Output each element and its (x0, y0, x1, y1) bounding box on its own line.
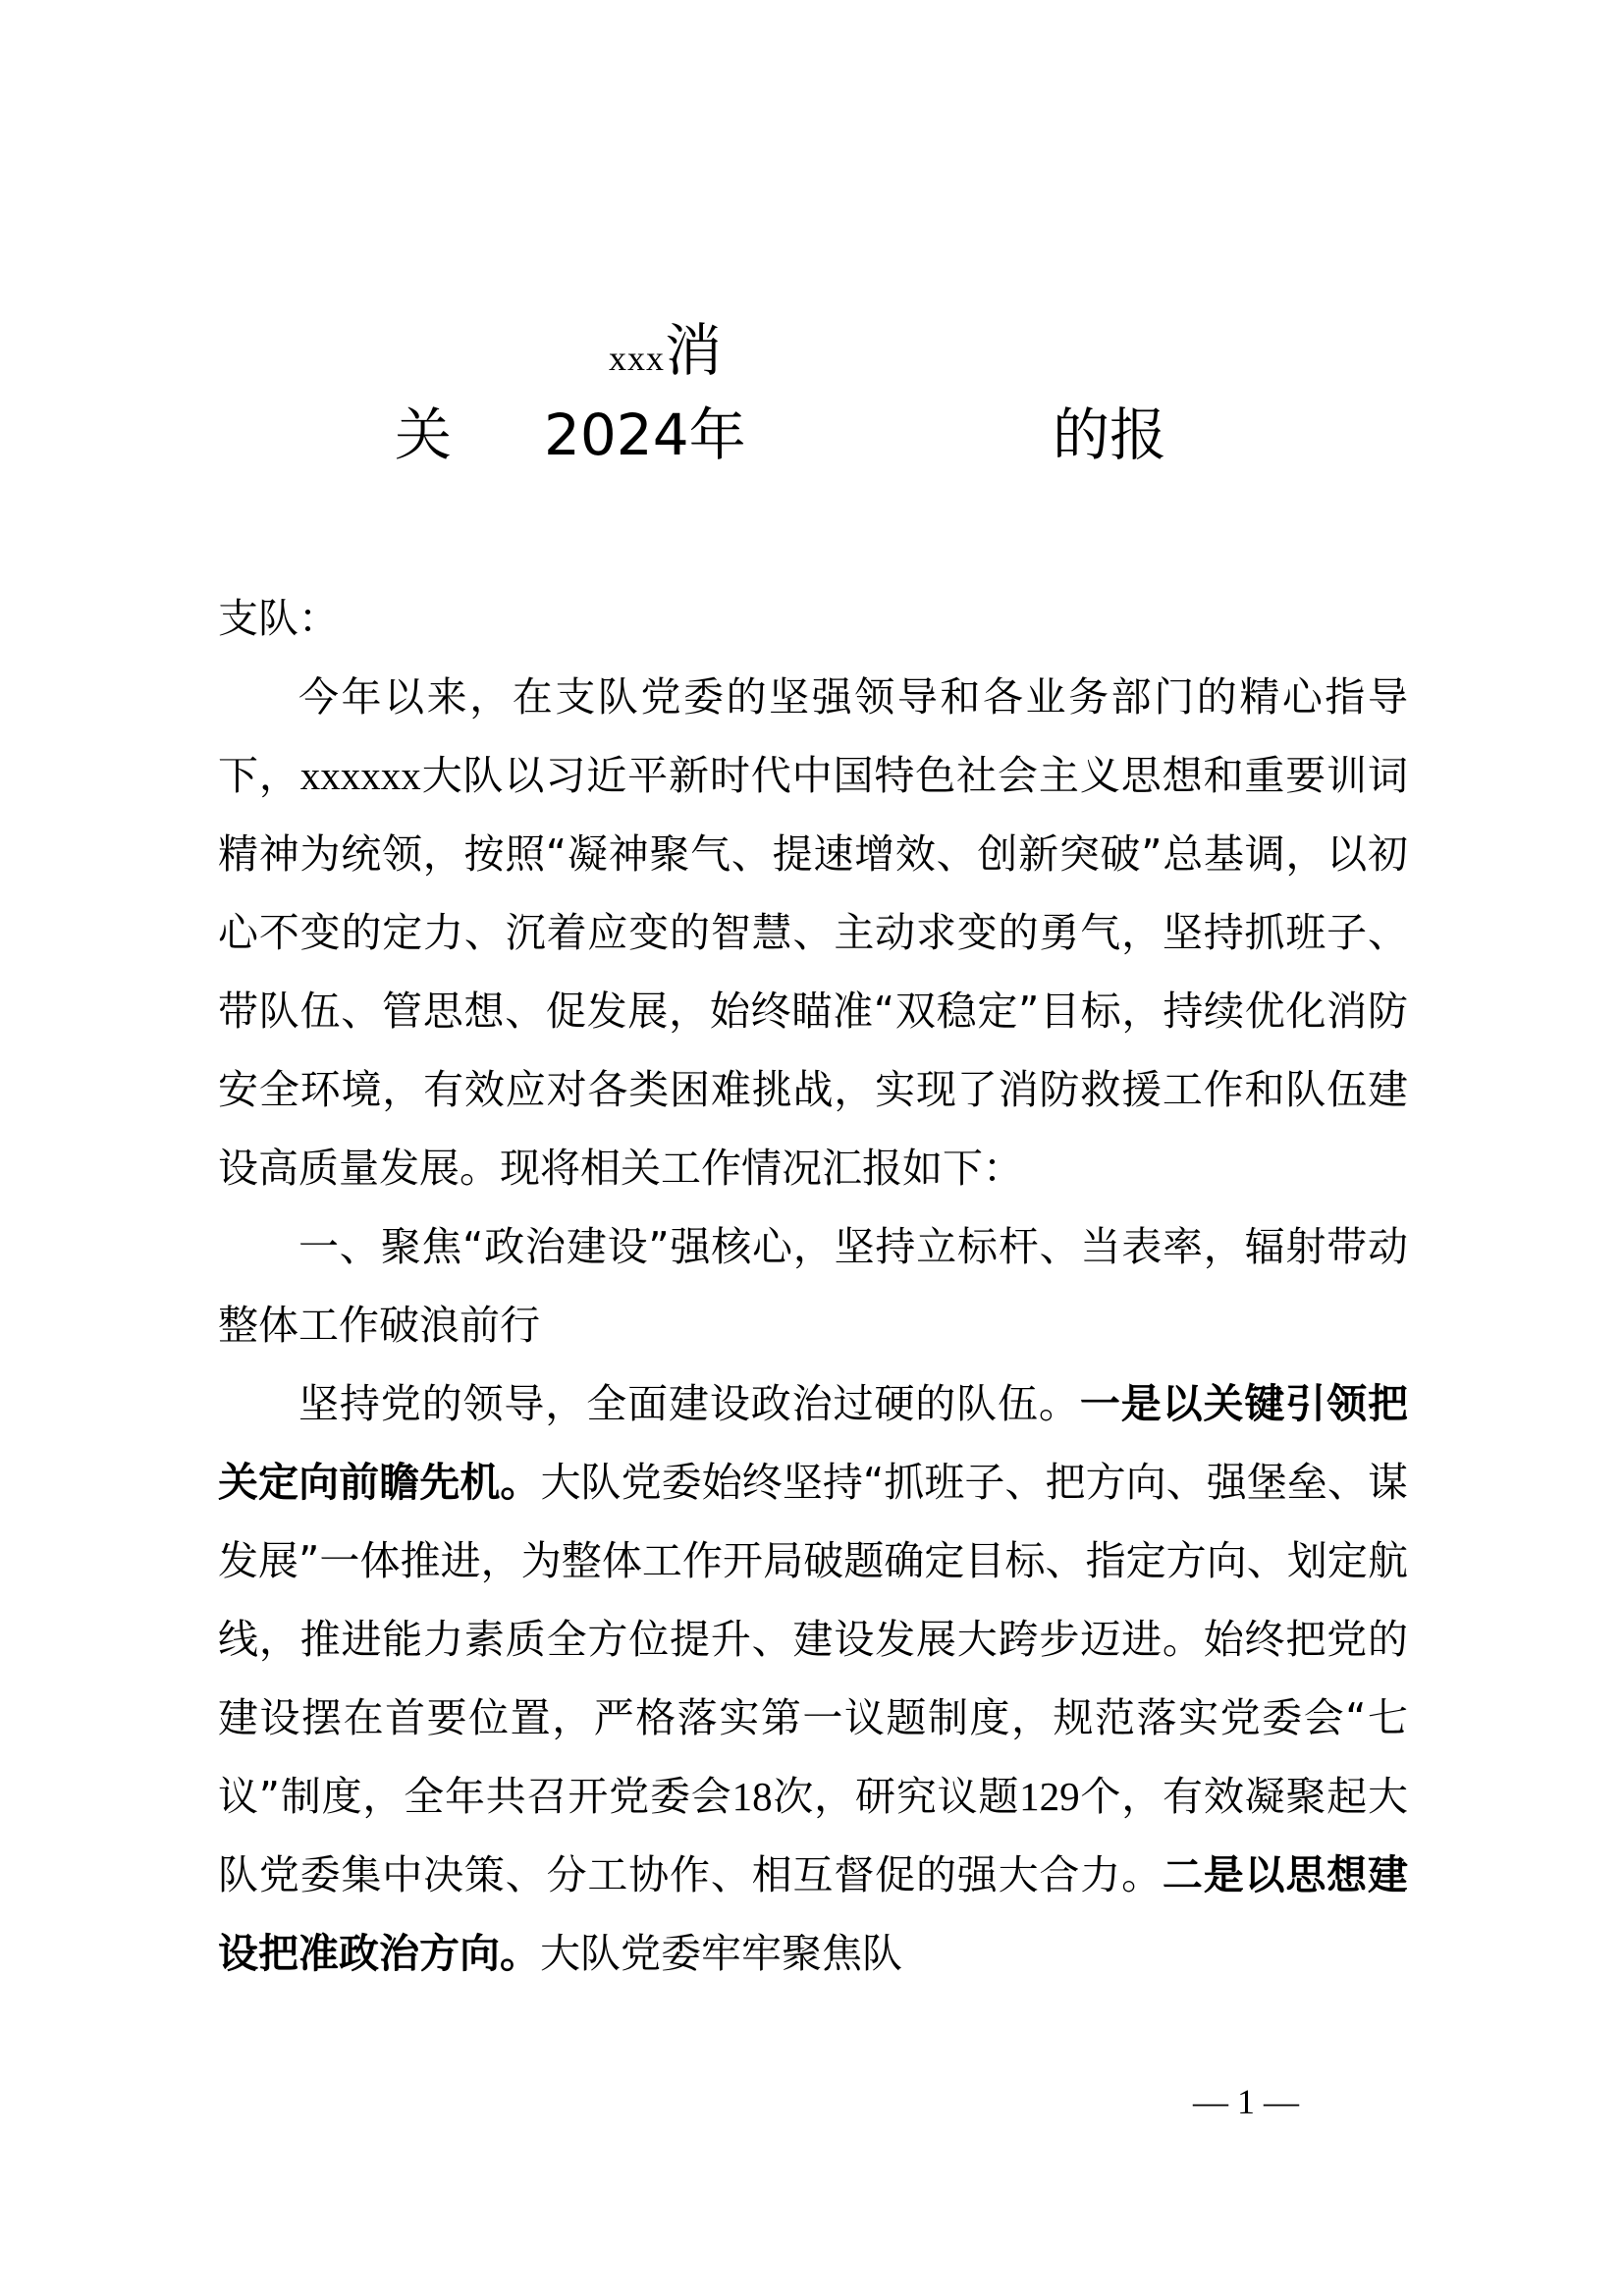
title-line-2-part-3: 的报 (1053, 401, 1167, 468)
paragraph-intro-text-a: 今年以来，在支队党委的坚强领导和各业务部门的精心指导下， (218, 673, 1408, 799)
section-heading-1: 一、聚焦“政治建设”强核心，坚持立标杆、当表率，辐射带动整体工作破浪前行 (218, 1223, 1408, 1349)
paragraph-text-g: 大队党委牢牢聚焦队 (540, 1930, 902, 1977)
paragraph-text-d: 次，研究议题 (772, 1773, 1020, 1820)
paragraph-text-e: 个，有效凝聚起大队党委集中决策、分工协作、相互督促的强大合力。 (218, 1773, 1408, 1898)
meeting-count: 18 (731, 1774, 773, 1819)
paragraph-intro-text-c: 大队以习近平新时代中国特色社会主义思想和重要训词精神为统领，按照“凝神聚气、提速增效、创新突破”总基调，以初心不变的定力、沉着应变的智慧、主动求变的勇气，坚持抓班子、带队伍、管思想、促发展，始终瞄准“双稳定”目标，持续优化消防安全环境，有效应对各类困难挑战，实现了消防救援工作和队伍建设高质量发展。现将相关工作情况汇报如下： (218, 752, 1409, 1192)
page-number: — 1 — (1193, 2082, 1299, 2121)
title-line-2-part-2: 2024年 (544, 401, 746, 468)
title-line-2-part-1: 关 (395, 401, 453, 468)
title-line1-text: 消 (665, 317, 723, 384)
topic-count: 129 (1019, 1774, 1080, 1819)
salutation: 支队： (218, 595, 339, 642)
paragraph-section-1 (218, 1364, 1408, 1993)
paragraph-text-c: 大队党委始终坚持“抓班子、把方向、强堡垒、谋发展”一体推进，为整体工作开局破题确定目标、指定方向、划定航线，推进能力素质全方位提升、建设发展大跨步迈进。始终把党的建设摆在首要位置，严格落实第一议题制度，规范落实党委会“七议”制度，全年共召开党委会 (218, 1459, 1408, 1820)
bold-point-1: 一是以关键引领把关定向前瞻先机。 (218, 1380, 1409, 1506)
title-line-1 (609, 317, 723, 384)
unit-name-placeholder: xxxxxx (299, 753, 421, 798)
title-prefix: xxx (609, 339, 665, 378)
paragraph-text-a: 坚持党的领导，全面建设政治过硬的队伍。 (298, 1380, 1080, 1427)
paragraph-intro (218, 658, 1408, 1207)
bold-point-2: 二是以思想建设把准政治方向。 (218, 1851, 1408, 1977)
document-body (218, 579, 1408, 1993)
